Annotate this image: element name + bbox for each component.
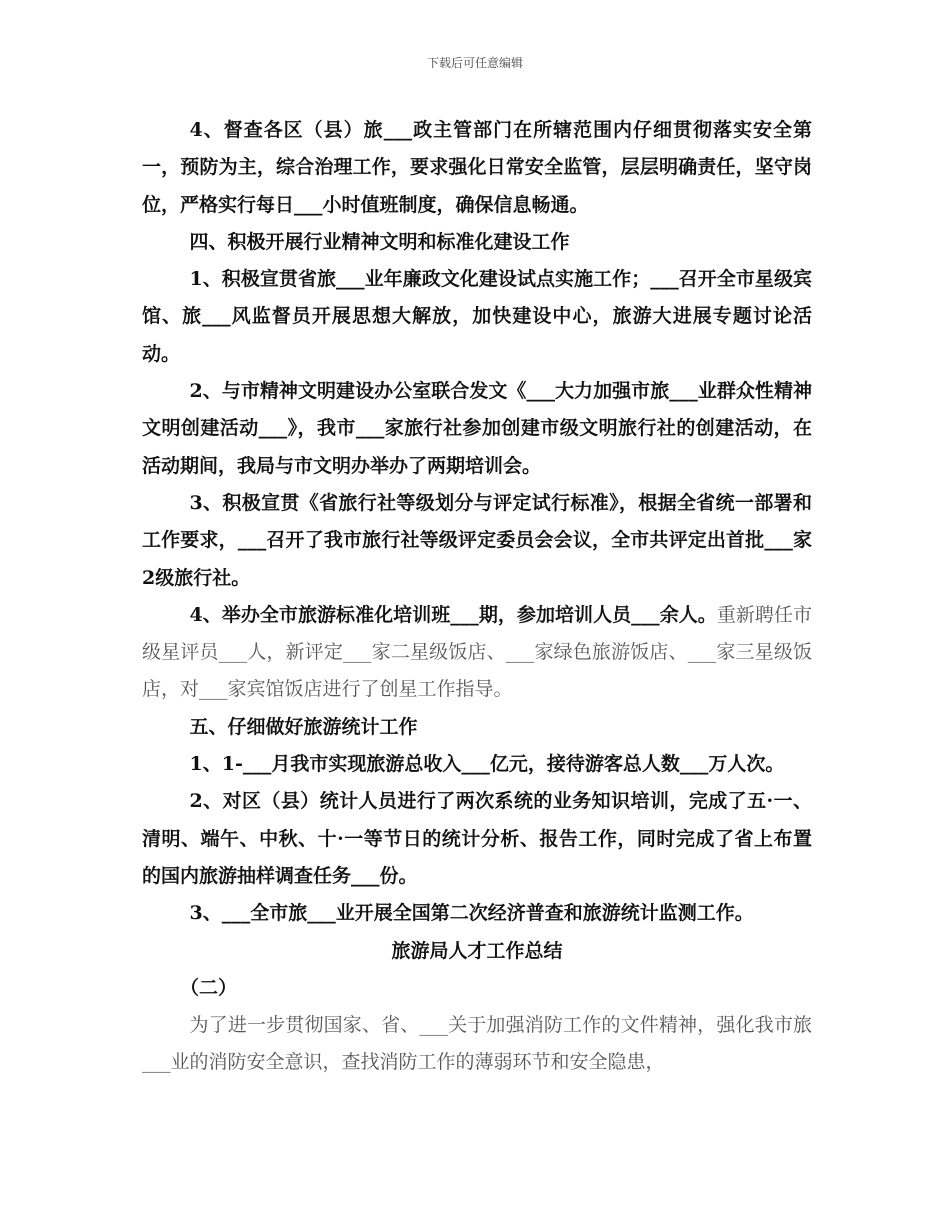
paragraph-safety-supervision: 4、督查各区（县）旅___政主管部门在所辖范围内仔细贯彻落实安全第一，预防为主，综合治理工作，要求强化日常安全监管，层层明确责任，坚守岗位，严格实行每日___小时值班制度，确保信息畅通。 — [142, 119, 812, 216]
paragraph-standardization-training — [142, 597, 812, 709]
paragraph-civilization-campaign: 2、与市精神文明建设办公室联合发文《___大力加强市旅___业群众性精神文明创建活动___》，我市___家旅行社参加创建市级文明旅行社的创建活动，在活动期间，我局与市文明办举办了两期培训会。 — [142, 380, 812, 477]
section-number: （二） — [180, 976, 238, 999]
paragraph-tourism-revenue: 1、1-___月我市实现旅游总收入___亿元，接待游客总人数___万人次。 — [189, 753, 785, 776]
paragraph-light-part: 重新聘任市级星评员___人，新评定___家二星级饭店、___家绿色旅游饭店、___家三星级饭店，对___家宾馆饭店进行了创星工作指导。 — [142, 603, 812, 701]
paragraph-bold-part: 4、举办全市旅游标准化培训班___期，参加培训人员___余人。 — [189, 603, 717, 626]
paragraph-agency-rating: 3、积极宣贯《省旅行社等级划分与评定试行标准》，根据全省统一部署和工作要求，___召开了我市旅行社等级评定委员会会议，全市共评定出首批___家2级旅行社。 — [142, 491, 812, 589]
document-subtitle: 旅游局人才工作总结 — [391, 939, 563, 962]
page-header: 下载后可任意编辑 — [426, 56, 523, 70]
section-heading-5: 五、仔细做好旅游统计工作 — [189, 715, 418, 738]
document-body — [142, 112, 812, 1082]
paragraph-statistics-training: 2、对区（县）统计人员进行了两次系统的业务知识培训，完成了五·一、清明、端午、中秋、十·一等节日的统计分析、报告工作，同时完成了省上布置的国内旅游抽样调查任务___份。 — [142, 790, 812, 887]
paragraph-integrity-culture: 1、积极宣贯省旅___业年廉政文化建设试点实施工作；___召开全市星级宾馆、旅___风监督员开展思想大解放，加快建设中心，旅游大进展专题讨论活动。 — [142, 268, 812, 365]
paragraph-fire-safety: 为了进一步贯彻国家、省、___关于加强消防工作的文件精神，强化我市旅___业的消防安全意识，查找消防工作的薄弱环节和安全隐患， — [142, 1014, 812, 1074]
section-heading-4: 四、积极开展行业精神文明和标准化建设工作 — [189, 230, 570, 253]
paragraph-economic-census: 3、___全市旅___业开展全国第二次经济普查和旅游统计监测工作。 — [189, 902, 754, 925]
